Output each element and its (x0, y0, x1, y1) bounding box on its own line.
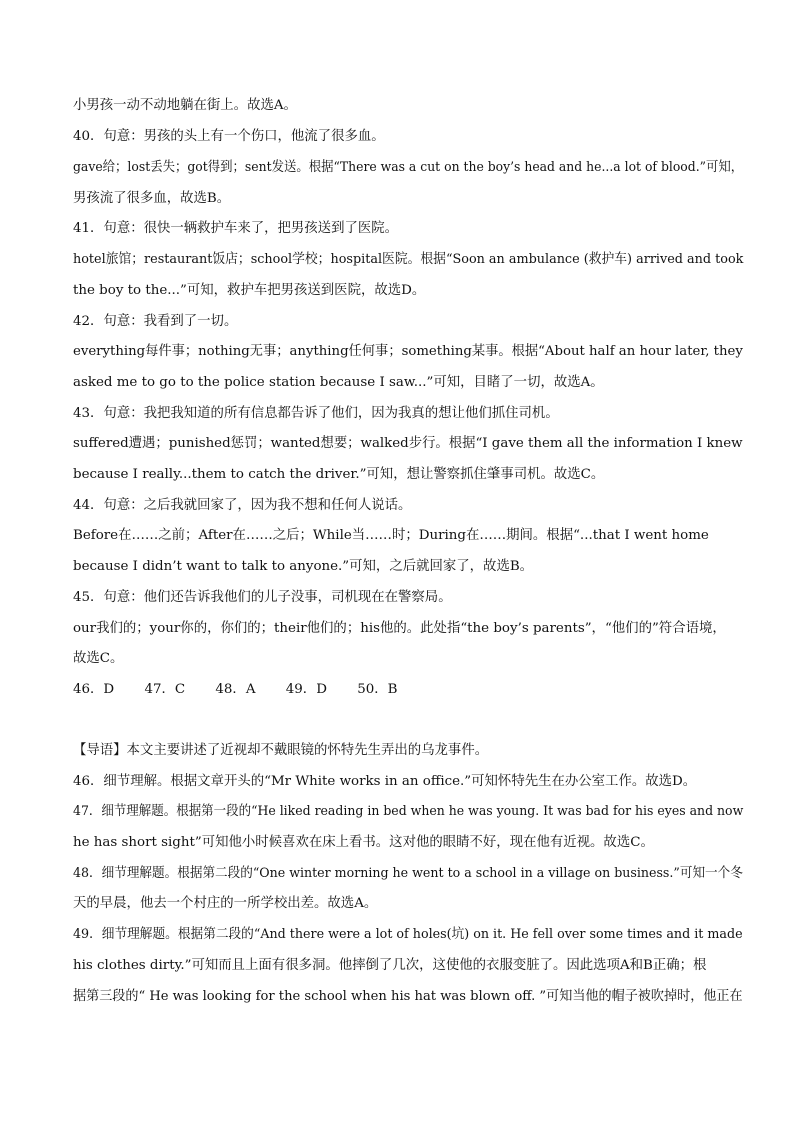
text-line: gave给；lost丢失；got得到；sent发送。根据“There was a cut on the boy’s head and he...a lot of blood.”可知， (73, 160, 744, 175)
text-line: 天的早晨，他去一个村庄的一所学校出差。故选A。 (73, 896, 378, 911)
text-line: his clothes dirty.”可知而且上面有很多洞。他摔倒了几次，这使他的衣服变脏了。因此选项A和B正确；根 (73, 958, 707, 973)
answer-47: 47．C (144, 682, 186, 697)
text-line: asked me to go to the police station because I saw...”可知，目睹了一切，故选A。 (73, 375, 604, 390)
question-43-heading: 43．句意：我把我知道的所有信息都告诉了他们，因为我真的想让他们抓住司机。 (73, 406, 559, 421)
question-44-heading: 44．句意：之后我就回家了，因为我不想和任何人说话。 (73, 498, 412, 513)
text-line: because I really...them to catch the driver.”可知，想让警察抓住肇事司机。故选C。 (73, 467, 605, 482)
text-line: 据第三段的“ He was looking for the school when his hat was blown off. ”可知当他的帽子被吹掉时，他正在 (73, 989, 743, 1004)
question-48-explanation: 48．细节理解题。根据第二段的“One winter morning he went to a school in a village on business.”可知一个冬 (73, 866, 743, 881)
answer-48: 48．A (215, 682, 256, 697)
question-40-heading: 40．句意：男孩的头上有一个伤口，他流了很多血。 (73, 129, 385, 144)
intro-heading: 【导语】本文主要讲述了近视却不戴眼镜的怀特先生弄出的乌龙事件。 (73, 743, 489, 758)
answer-49: 49．D (285, 682, 327, 697)
question-41-heading: 41．句意：很快一辆救护车来了，把男孩送到了医院。 (73, 221, 399, 236)
text-line: everything每件事；nothing无事；anything任何事；something某事。根据“About half an hour later, they (73, 344, 743, 359)
question-47-explanation: 47．细节理解题。根据第一段的“He liked reading in bed when he was young. It was bad for his eyes and now (73, 804, 744, 819)
text-line: because I didn’t want to talk to anyone.”可知，之后就回家了，故选B。 (73, 559, 534, 574)
text-line: 男孩流了很多血，故选B。 (73, 191, 231, 206)
answer-50: 50．B (357, 682, 398, 697)
text-line: Before在……之前；After在……之后；While当……时；During在……期间。根据“...that I went home (73, 528, 709, 543)
text-line: hotel旅馆；restaurant饭店；school学校；hospital医院。根据“Soon an ambulance (救护车) arrived and took (73, 252, 744, 267)
question-49-explanation: 49．细节理解题。根据第二段的“And there were a lot of holes(坑) on it. He fell over some times and it made (73, 927, 743, 942)
text-line: 小男孩一动不动地躺在街上。故选A。 (73, 98, 297, 113)
text-line: 故选C。 (73, 651, 124, 666)
text-line: our我们的；your你的，你们的；their他们的；his他的。此处指“the boy’s parents”，“他们的”符合语境， (73, 621, 726, 636)
text-line: he has short sight”可知他小时候喜欢在床上看书。这对他的眼睛不好，现在他有近视。故选C。 (73, 835, 654, 850)
answer-46: 46．D (73, 682, 115, 697)
text-line: the boy to the...”可知，救护车把男孩送到医院，故选D。 (73, 283, 426, 298)
question-46-explanation: 46．细节理解。根据文章开头的“Mr White works in an office.”可知怀特先生在办公室工作。故选D。 (73, 774, 697, 789)
question-42-heading: 42．句意：我看到了一切。 (73, 314, 238, 329)
answer-key (73, 681, 743, 699)
question-45-heading: 45．句意：他们还告诉我他们的儿子没事，司机现在在警察局。 (73, 590, 452, 605)
text-line: suffered遭遇；punished惩罚；wanted想要；walked步行。根据“I gave them all the information I knew (73, 436, 743, 451)
